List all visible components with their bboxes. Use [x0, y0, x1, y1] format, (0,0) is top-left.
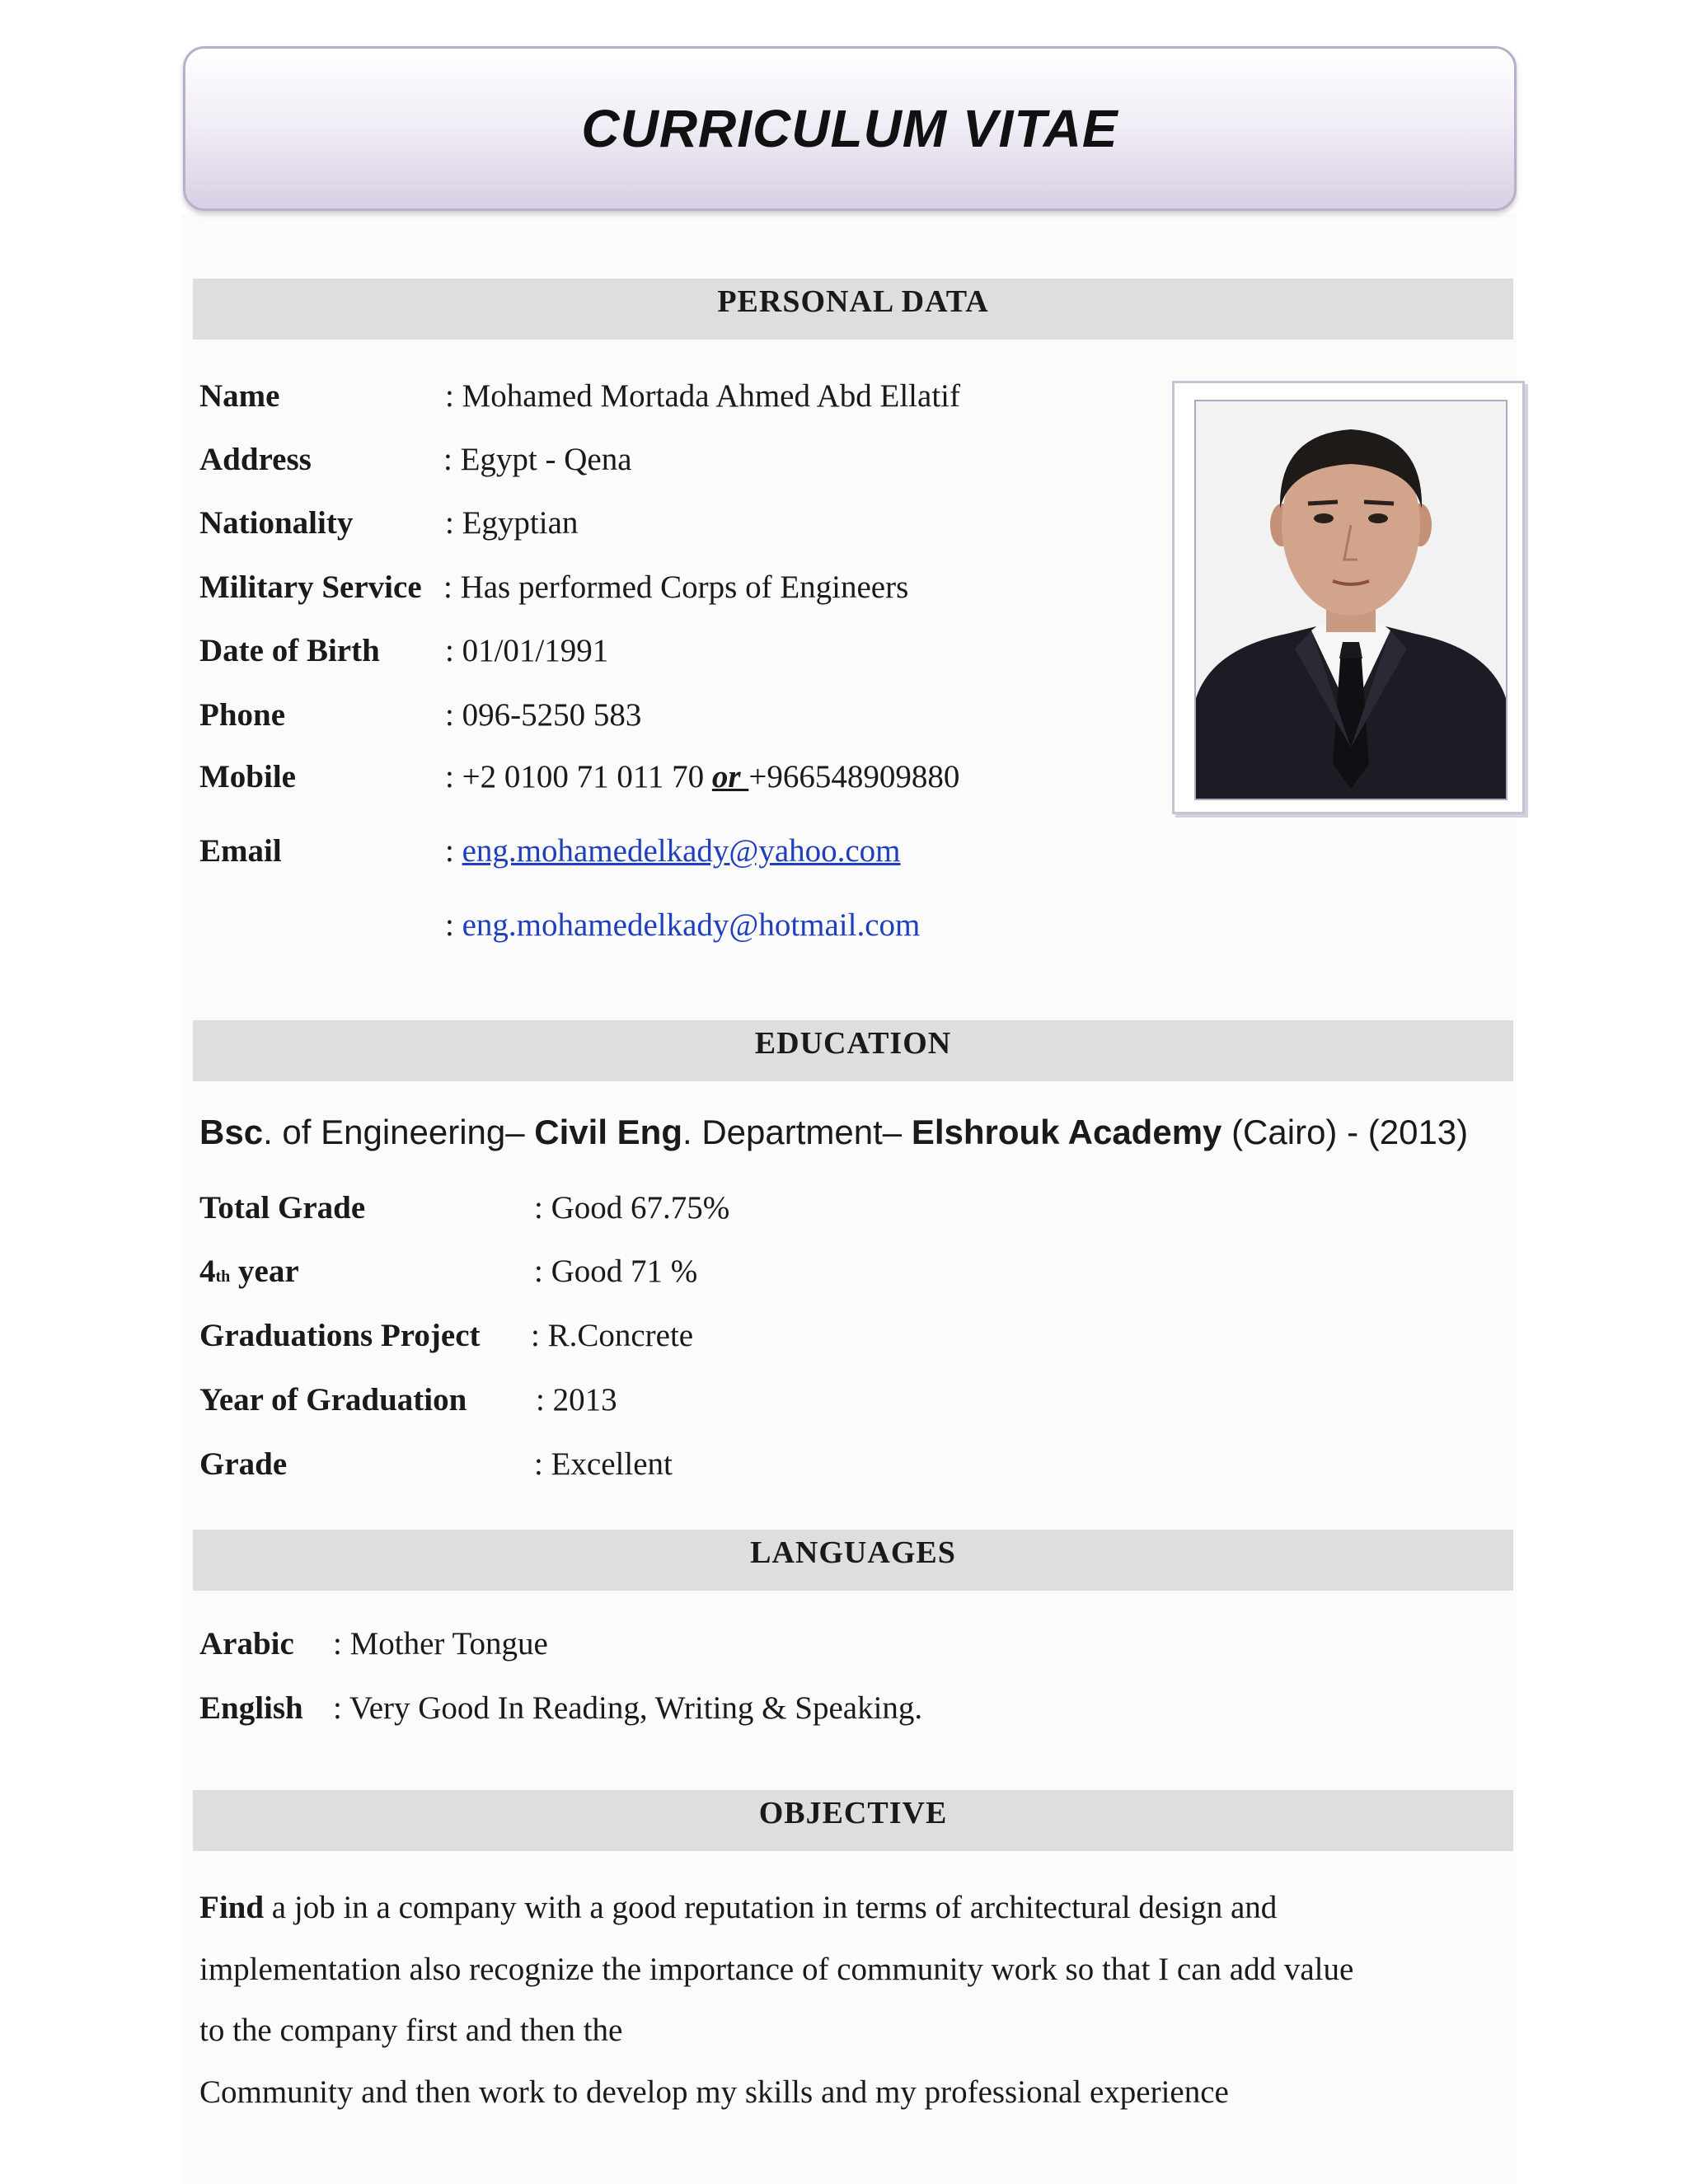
address-label: Address	[199, 442, 312, 477]
section-header-personal: PERSONAL DATA	[193, 279, 1513, 340]
degree-part-1: . of Engineering–	[263, 1113, 535, 1151]
total-grade-value: : Good 67.75%	[534, 1190, 730, 1226]
fourth-year-number: 4	[199, 1254, 216, 1289]
degree-part-2: . Department–	[682, 1113, 912, 1151]
graduation-year-value: : 2013	[536, 1382, 617, 1418]
military-label: Military Service	[199, 569, 422, 605]
degree-bsc: Bsc	[199, 1113, 264, 1151]
project-value: : R.Concrete	[531, 1318, 694, 1353]
grade-label: Grade	[199, 1446, 288, 1482]
project-label: Graduations Project	[199, 1318, 481, 1353]
graduation-year-label: Year of Graduation	[199, 1382, 467, 1418]
degree-civil: Civil Eng	[534, 1113, 682, 1151]
dob-value: : 01/01/1991	[445, 633, 609, 668]
email-colon: :	[445, 907, 462, 943]
fourth-year-word: year	[230, 1254, 299, 1289]
total-grade-label: Total Grade	[199, 1190, 366, 1226]
name-value: : Mohamed Mortada Ahmed Abd Ellatif	[445, 378, 960, 414]
mobile-number-2: +966548909880	[748, 759, 960, 794]
fourth-year-suffix: th	[215, 1268, 231, 1286]
email-colon: :	[445, 833, 462, 869]
mobile-label: Mobile	[199, 759, 296, 794]
email-row-1	[445, 832, 901, 869]
name-label: Name	[199, 378, 280, 414]
email-link-yahoo[interactable]: eng.mohamedelkady@yahoo.com	[462, 833, 901, 869]
phone-label: Phone	[199, 697, 286, 733]
degree-line	[199, 1113, 1468, 1152]
profile-photo-frame	[1172, 381, 1525, 814]
email-row-2	[445, 907, 920, 944]
email-label: Email	[199, 833, 282, 869]
cv-title: CURRICULUM VITAE	[581, 99, 1118, 158]
military-value: : Has performed Corps of Engineers	[443, 569, 909, 605]
degree-academy: Elshrouk Academy	[911, 1113, 1222, 1151]
nationality-value: : Egyptian	[445, 505, 579, 541]
objective-line-1	[199, 1889, 1277, 1926]
objective-line-3: to the company first and then the	[199, 2013, 623, 2048]
mobile-or: or	[711, 759, 749, 794]
grade-value: : Excellent	[534, 1446, 673, 1482]
section-header-languages: LANGUAGES	[193, 1530, 1513, 1591]
arabic-value: : Mother Tongue	[333, 1626, 548, 1661]
nationality-label: Nationality	[199, 505, 354, 541]
english-label: English	[199, 1690, 303, 1726]
phone-value: : 096-5250 583	[445, 697, 642, 733]
profile-photo	[1194, 400, 1507, 800]
cv-title-banner	[183, 46, 1517, 211]
mobile-number-1: : +2 0100 71 011 70	[445, 759, 712, 794]
dob-label: Date of Birth	[199, 633, 380, 668]
mobile-value	[445, 758, 959, 795]
fourth-year-value: : Good 71 %	[534, 1254, 698, 1289]
objective-line-4: Community and then work to develop my skills and my professional experience	[199, 2074, 1229, 2110]
section-header-education: EDUCATION	[193, 1020, 1513, 1081]
arabic-label: Arabic	[199, 1626, 294, 1661]
objective-find: Find	[199, 1890, 265, 1925]
email-link-hotmail[interactable]: eng.mohamedelkady@hotmail.com	[462, 907, 921, 943]
english-value: : Very Good In Reading, Writing & Speaking.	[333, 1690, 923, 1726]
person-portrait-icon	[1196, 401, 1506, 799]
objective-line-1-text: a job in a company with a good reputation in terms of architectural design and	[264, 1890, 1278, 1925]
fourth-year-label	[199, 1253, 299, 1290]
objective-line-2: implementation also recognize the importance of community work so that I can add value	[199, 1952, 1354, 1987]
section-header-objective: OBJECTIVE	[193, 1790, 1513, 1851]
address-value: : Egypt - Qena	[443, 442, 632, 477]
degree-part-3: (Cairo) - (2013)	[1221, 1113, 1469, 1151]
